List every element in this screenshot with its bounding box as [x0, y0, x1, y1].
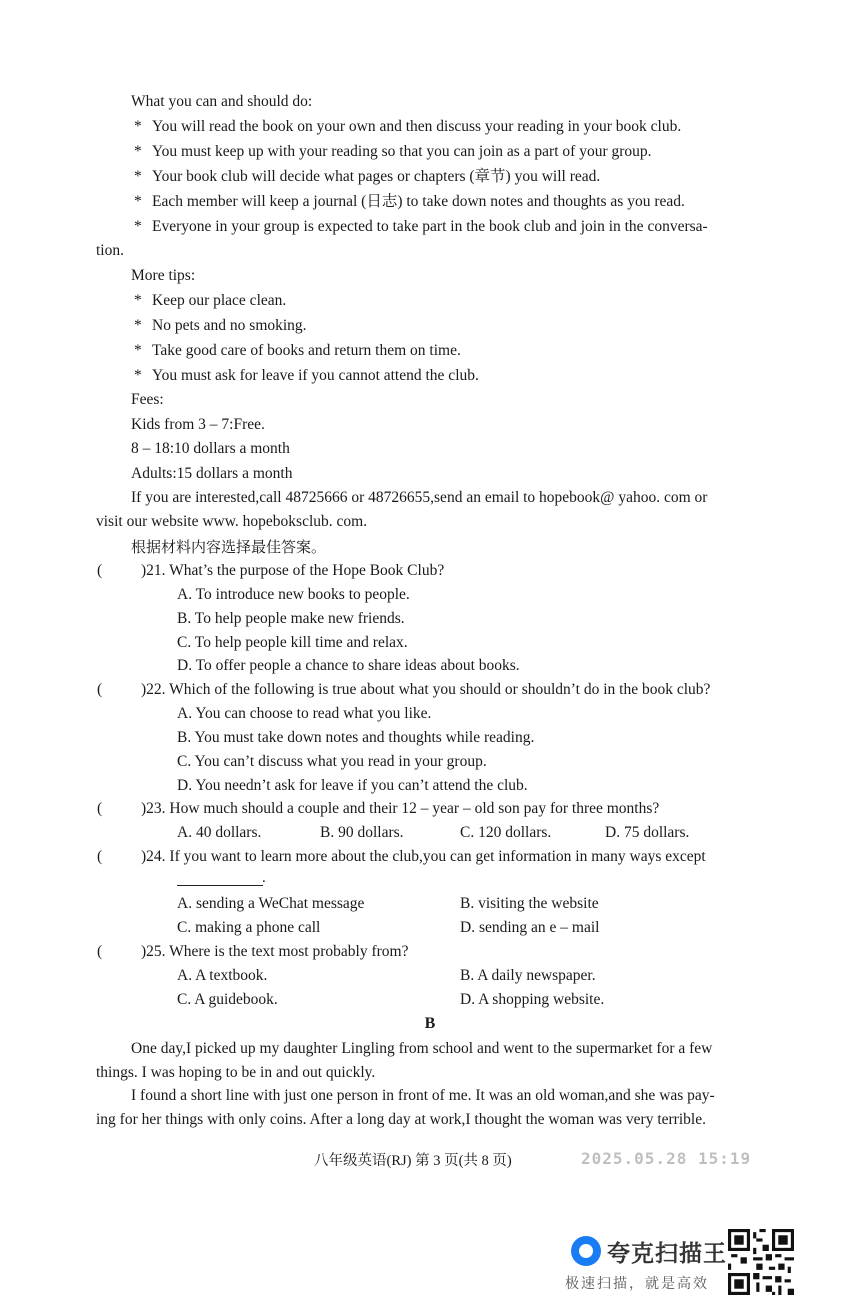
- tip-item-text: Keep our place clean.: [152, 292, 287, 309]
- can-do-item: [134, 167, 600, 187]
- option: B. 90 dollars.: [320, 824, 404, 841]
- can-do-item-text: Each member will keep a journal (日志) to take down notes and thoughts as you read.: [152, 193, 685, 210]
- watermark-app-name: 夸克扫描王: [607, 1241, 727, 1267]
- option: C. making a phone call: [177, 919, 321, 936]
- option: C. A guidebook.: [177, 991, 278, 1008]
- fee-line: Kids from 3 – 7:Free.: [131, 416, 265, 433]
- option: D. To offer people a chance to share ideas about books.: [177, 657, 520, 674]
- answer-paren: (: [97, 681, 103, 698]
- option: A. To introduce new books to people.: [177, 586, 410, 603]
- tip-item: [134, 366, 479, 386]
- bullet-star-icon: *: [134, 118, 142, 135]
- contact-line: visit our website www. hopeboksclub. com.: [96, 513, 368, 530]
- answer-blank: [177, 873, 263, 886]
- bullet-star-icon: *: [134, 342, 142, 359]
- tip-item-text: Take good care of books and return them on time.: [152, 342, 461, 359]
- passage-line: I found a short line with just one person in front of me. It was an old woman,and she was pay-: [131, 1087, 715, 1104]
- qr-code-icon: [728, 1229, 794, 1295]
- option: A. 40 dollars.: [177, 824, 262, 841]
- passage-line: things. I was hoping to be in and out quickly.: [96, 1064, 376, 1081]
- question-23: )23. How much should a couple and their 12 – year – old son pay for three months?: [141, 800, 660, 817]
- scan-timestamp: 2025.05.28 15:19: [581, 1149, 752, 1168]
- option: C. To help people kill time and relax.: [177, 634, 408, 651]
- can-do-item-text: You must keep up with your reading so that you can join as a part of your group.: [152, 143, 652, 160]
- tips-heading: More tips:: [131, 267, 196, 284]
- question-21: )21. What’s the purpose of the Hope Book Club?: [141, 562, 445, 579]
- question-24: )24. If you want to learn more about the club,you can get information in many ways except: [141, 848, 706, 865]
- option: B. You must take down notes and thoughts while reading.: [177, 729, 535, 746]
- can-do-heading: What you can and should do:: [131, 93, 313, 110]
- page-footer: 八年级英语(RJ) 第 3 页(共 8 页): [314, 1153, 512, 1169]
- can-do-item-text: You will read the book on your own and then discuss your reading in your book club.: [152, 118, 682, 135]
- tip-item: [134, 291, 286, 311]
- option: A. You can choose to read what you like.: [177, 705, 432, 722]
- can-do-item: [134, 192, 685, 212]
- can-do-item: [134, 217, 708, 237]
- watermark-slogan: 极速扫描，就是高效: [565, 1276, 709, 1292]
- bullet-star-icon: *: [134, 193, 142, 210]
- option: D. A shopping website.: [460, 991, 605, 1008]
- bullet-star-icon: *: [134, 168, 142, 185]
- bullet-star-icon: *: [134, 317, 142, 334]
- option: B. A daily newspaper.: [460, 967, 596, 984]
- fee-line: 8 – 18:10 dollars a month: [131, 440, 290, 457]
- answer-paren: (: [97, 848, 103, 865]
- passage-line: One day,I picked up my daughter Lingling from school and went to the supermarket for a few: [131, 1040, 713, 1057]
- can-do-item-text: Your book club will decide what pages or chapters (章节) you will read.: [152, 168, 601, 185]
- can-do-item-text: Everyone in your group is expected to take part in the book club and join in the conversa-: [152, 218, 708, 235]
- section-b-label: B: [424, 1015, 436, 1032]
- option: D. 75 dollars.: [605, 824, 690, 841]
- option: A. sending a WeChat message: [177, 895, 365, 912]
- fee-line: Adults:15 dollars a month: [131, 465, 293, 482]
- tip-item-text: No pets and no smoking.: [152, 317, 307, 334]
- option: B. To help people make new friends.: [177, 610, 405, 627]
- can-do-item: [134, 117, 681, 137]
- blank-end: .: [262, 870, 266, 886]
- bullet-star-icon: *: [134, 292, 142, 309]
- option: D. sending an e – mail: [460, 919, 600, 936]
- passage-line: ing for her things with only coins. After a long day at work,I thought the woman was very terrible.: [96, 1111, 706, 1128]
- answer-paren: (: [97, 562, 103, 579]
- bullet-star-icon: *: [134, 143, 142, 160]
- contact-line: If you are interested,call 48725666 or 48726655,send an email to hopebook@ yahoo. com or: [131, 489, 708, 506]
- bullet-star-icon: *: [134, 367, 142, 384]
- option: C. You can’t discuss what you read in your group.: [177, 753, 487, 770]
- scanner-watermark: [565, 1229, 725, 1299]
- instruction: 根据材料内容选择最佳答案。: [131, 538, 327, 556]
- option: B. visiting the website: [460, 895, 599, 912]
- answer-paren: (: [97, 943, 103, 960]
- tip-item: [134, 341, 461, 361]
- quark-logo-icon: [571, 1236, 601, 1266]
- option: D. You needn’t ask for leave if you can’t attend the club.: [177, 777, 528, 794]
- option: A. A textbook.: [177, 967, 268, 984]
- option: C. 120 dollars.: [460, 824, 552, 841]
- fees-heading: Fees:: [131, 391, 164, 408]
- bullet-star-icon: *: [134, 218, 142, 235]
- question-22: )22. Which of the following is true about what you should or shouldn’t do in the book club?: [141, 681, 711, 698]
- question-25: )25. Where is the text most probably from?: [141, 943, 409, 960]
- tip-item: [134, 316, 307, 336]
- tip-item-text: You must ask for leave if you cannot attend the club.: [152, 367, 479, 384]
- can-do-item: [134, 142, 652, 162]
- answer-paren: (: [97, 800, 103, 817]
- can-do-wrap-text: tion.: [96, 242, 124, 259]
